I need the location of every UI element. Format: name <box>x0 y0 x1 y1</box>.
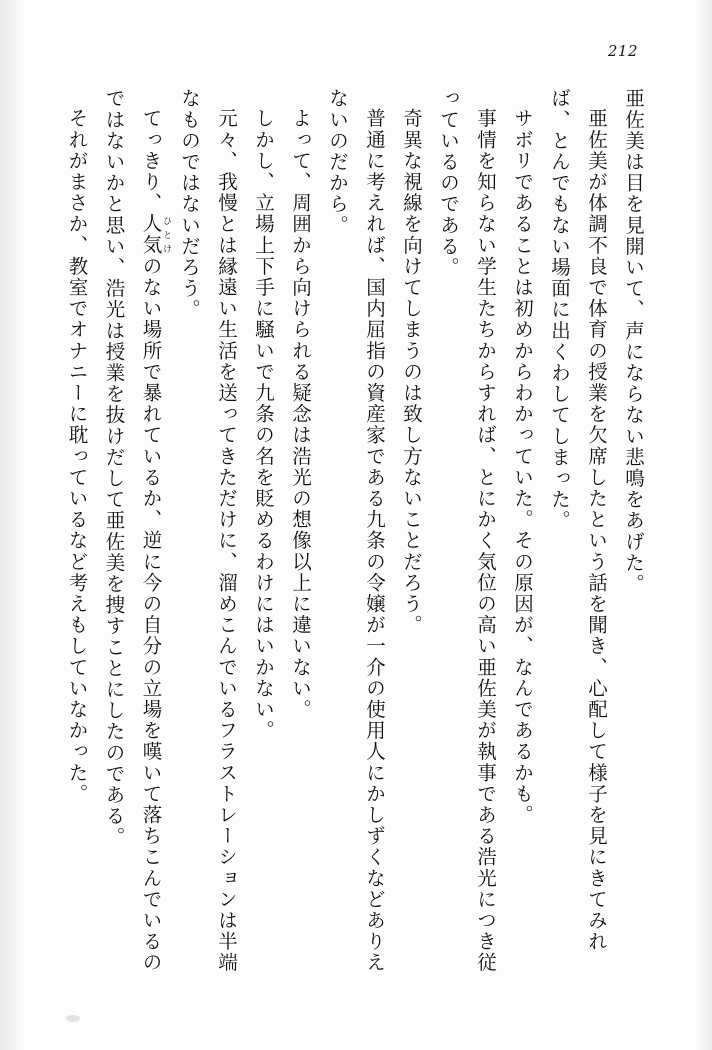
ruby-annotation: 人気ひとけ <box>139 213 171 256</box>
paragraph: 亜佐美は目を見開いて、声にならない悲鳴をあげた。 <box>622 88 645 595</box>
paragraph-with-ruby <box>96 88 172 978</box>
paragraph: しかし、立場上下手に騒いで九条の名を貶めるわけにはいかない。 <box>252 107 275 741</box>
paragraph: 元々、我慢とは縁遠い生活を送ってきただけに、溜めこんでいるフラストレーションは半端なものではないだろう。 <box>178 88 238 973</box>
paragraph: サボリであることは初めからわかっていた。その原因が、なんであるかも。 <box>511 107 534 825</box>
paragraph: 亜佐美が体調不良で体育の授業を欠席したという話を聞き、心配して様子を見にきてみれば、とんでもない場面に出くわしてしまった。 <box>548 88 608 952</box>
paragraph-text: てっきり、人気ひとけのない場所で暴れているか、逆に今の自分の立場を嘆いて落ちこんでいるのではないかと思い、浩光は授業を抜けだして亜佐美を捜すことにしたのである。 <box>102 88 171 973</box>
paragraph: 奇異な視線を向けてしまうのは致し方ないことだろう。 <box>400 107 423 635</box>
paragraph: 普通に考えれば、国内屈指の資産家である九条の令嬢が一介の使用人にかしずくなどありえないのだから。 <box>326 88 386 973</box>
paragraph: それがまさか、教室でオナニーに耽っているなど考えもしていなかった。 <box>65 107 89 804</box>
page-number: 212 <box>607 42 638 60</box>
page-smudge <box>66 1015 80 1022</box>
page-body-text <box>65 88 652 978</box>
paragraph: 事情を知らない学生たちからすれば、とにかく気位の高い亜佐美が執事である浩光につき従っているのである。 <box>437 88 497 973</box>
paragraph: よって、周囲から向けられる疑念は浩光の想像以上に違いない。 <box>289 107 312 720</box>
